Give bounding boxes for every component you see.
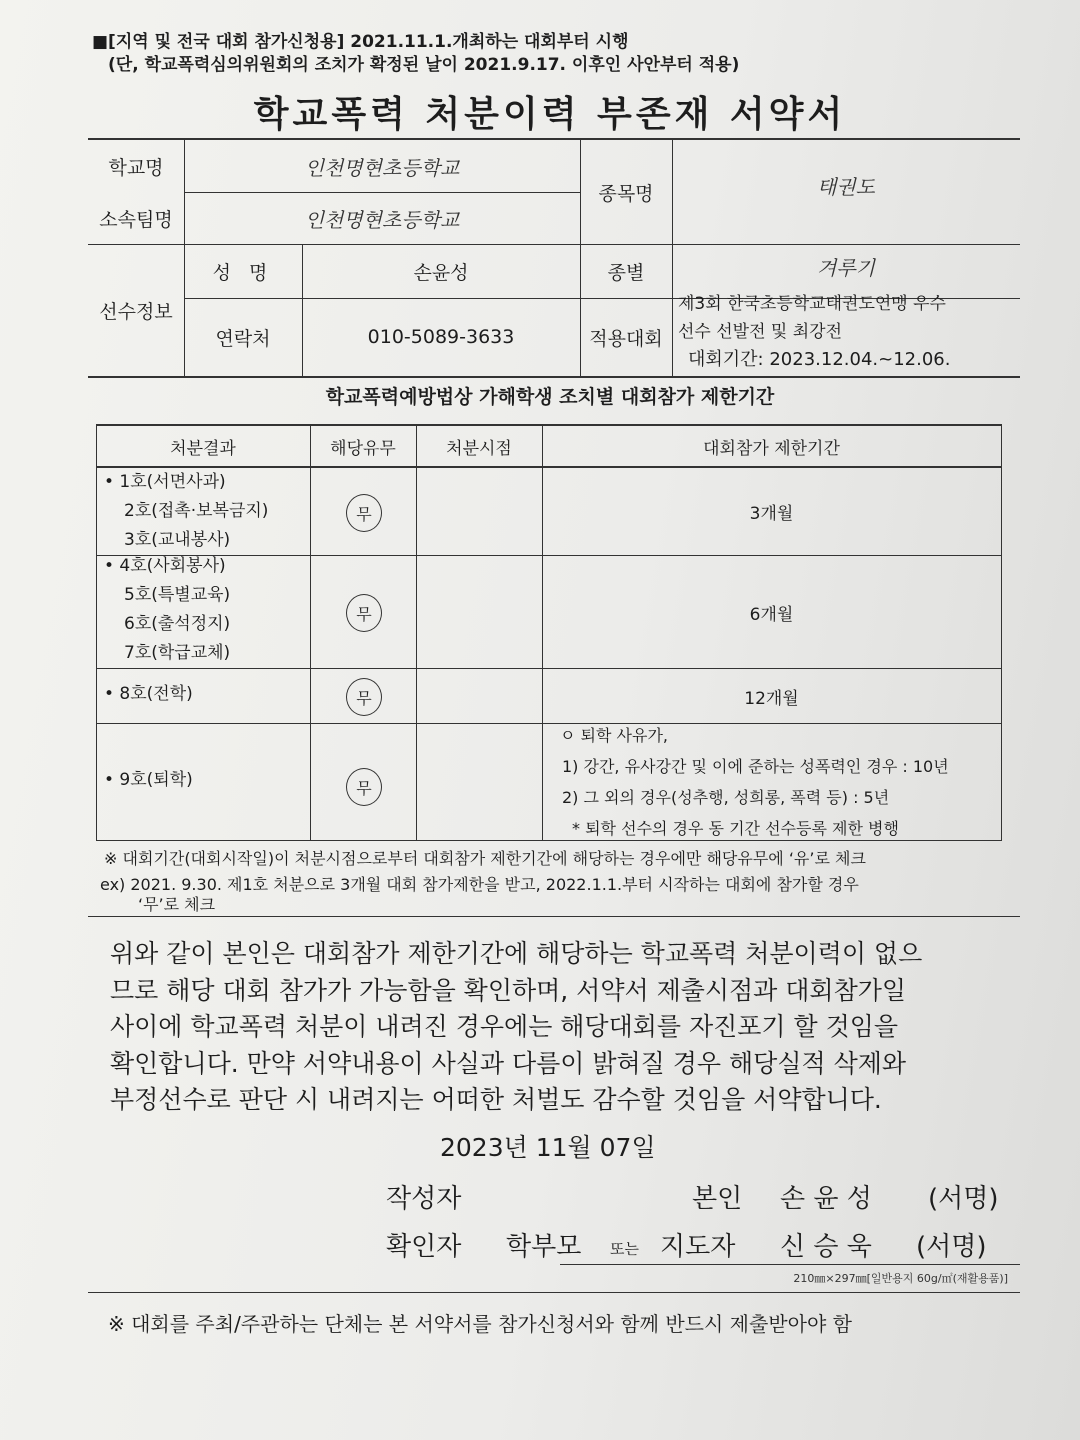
restriction-subtitle: 학교폭력예방법상 가해학생 조치별 대회참가 제한기간 [325,386,775,408]
restriction-divider [1001,424,1002,840]
mark-circle: 무 [346,678,382,716]
list-item: 7호(학급교체) [124,643,231,663]
competition-line: 선수 선발전 및 최강전 [678,322,843,342]
sport-label: 종목명 [598,182,654,205]
header-applicable: 해당유무 [330,438,396,459]
list-item: • 8호(전학) [104,684,193,704]
writer-role: 본인 [692,1184,743,1214]
writer-name: 손 윤 성 [780,1184,872,1214]
mark-circle: 무 [346,494,382,532]
pledge-line: 확인합니다. 만약 서약내용이 사실과 다름이 밝혀질 경우 해당실적 삭제와 [110,1048,907,1078]
pledge-line: 사이에 학교폭력 처분이 내려진 경우에는 해당대회를 자진포기 할 것임을 [110,1012,899,1041]
mark-circle: 무 [346,594,382,632]
row-3-items [104,680,193,709]
contact-value: 010-5089-3633 [367,326,515,348]
restriction-divider [416,424,417,840]
section-divider [560,1264,1020,1265]
header-disposition-time: 처분시점 [446,438,512,459]
list-item: • 1호(서면사과) [104,472,226,492]
section-divider [88,1292,1020,1293]
list-item: • 4호(사회봉사) [104,556,226,576]
writer-label: 작성자 [386,1184,462,1214]
restriction-divider [310,424,311,840]
notice-line-1: ■[지역 및 전국 대회 참가신청용] 2021.11.1.개최하는 대회부터 시행 [92,32,629,52]
row-4-items [104,766,193,795]
final-note: ※ 대회를 주최/주관하는 단체는 본 서약서를 참가신청서와 함께 반드시 제출받아야 함 [108,1312,852,1336]
school-value: 인천명현초등학교 [304,155,460,180]
list-item: 2호(접촉·보복금지) [124,501,269,521]
row-3-period: 12개월 [744,688,799,709]
event-label: 종별 [607,261,645,284]
confirmer-role-parent: 학부모 [506,1232,582,1262]
sport-value: 태권도 [817,174,875,199]
document-title: 학교폭력 처분이력 부존재 서약서 [253,94,847,135]
expulsion-line: ㅇ 퇴학 사유가, [560,726,668,745]
team-value: 인천명현초등학교 [304,208,460,232]
pledge-paragraph [110,936,1010,1119]
writer-signature: (서명) [928,1184,999,1214]
competition-period: 대회기간: 2023.12.04.~12.06. [688,349,951,370]
note-line-3: ‘무’로 체크 [138,895,216,914]
note-line-1: ※ 대회기간(대회시작일)이 처분시점으로부터 대회참가 제한기간에 해당하는 경우에만 해당유무에 ‘유’로 체크 [104,849,866,868]
pledge-line: 위와 같이 본인은 대회참가 제한기간에 해당하는 학교폭력 처분이력이 없으 [110,939,923,968]
school-label: 학교명 [108,156,164,179]
confirmer-signature: (서명) [916,1232,987,1262]
expulsion-line: 2) 그 외의 경우(성추행, 성희롱, 폭력 등) : 5년 [562,788,890,807]
row-2-period: 6개월 [749,604,794,625]
info-table-bottom [88,376,1020,378]
list-item: 6호(출석정지) [124,614,231,634]
name-label: 성 명 [212,261,274,284]
pledge-date: 2023년 11월 07일 [440,1133,656,1162]
team-label: 소속팀명 [99,209,173,231]
list-item: • 9호(퇴학) [104,770,193,790]
list-item: 5호(특별교육) [124,585,231,605]
confirmer-role-coach: 지도자 [660,1232,736,1262]
pledge-line: 므로 해당 대회 참가가 가능함을 확인하며, 서약서 제출시점과 대회참가일 [110,975,907,1005]
confirmer-or: 또는 [610,1240,639,1258]
pledge-line: 부정선수로 판단 시 내려지는 어떠한 처벌도 감수할 것임을 서약합니다. [110,1085,882,1114]
row-1-period: 3개월 [749,504,794,524]
confirmer-name: 신 승 욱 [780,1232,872,1262]
competition-label: 적용대회 [589,327,663,350]
header-restriction-period: 대회참가 제한기간 [703,438,840,459]
paper-spec: 210㎜×297㎜[일반용지 60g/㎡(재활용품)] [793,1272,1008,1285]
competition-value [678,290,950,374]
mark-circle: 무 [346,768,382,806]
row-1-items [104,468,268,555]
note-line-2: ex) 2021. 9.30. 제1호 처분으로 3개월 대회 참가제한을 받고, 2022.1.1.부터 시작하는 대회에 참가할 경우 [100,875,859,894]
competition-line: 제3회 한국초등학교태권도연맹 우수 [678,294,946,314]
confirmer-label: 확인자 [386,1232,462,1262]
expulsion-line: 1) 강간, 유사강간 및 이에 준하는 성폭력인 경우 : 10년 [562,757,949,776]
header-result: 처분결과 [170,438,236,459]
section-divider [88,916,1020,917]
row-4-period [560,720,949,844]
contact-label: 연락처 [215,327,271,350]
name-value: 손윤성 [413,261,469,284]
expulsion-line: * 퇴학 선수의 경우 동 기간 선수등록 제한 병행 [572,819,899,838]
player-info-label: 선수정보 [99,300,173,323]
notice-line-2: (단, 학교폭력심의위원회의 조치가 확정된 날이 2021.9.17. 이후인 사안부터 적용) [108,55,740,75]
event-value: 겨루기 [817,255,875,280]
list-item: 3호(교내봉사) [124,530,231,550]
row-2-items [104,552,230,668]
restriction-divider [96,424,97,840]
